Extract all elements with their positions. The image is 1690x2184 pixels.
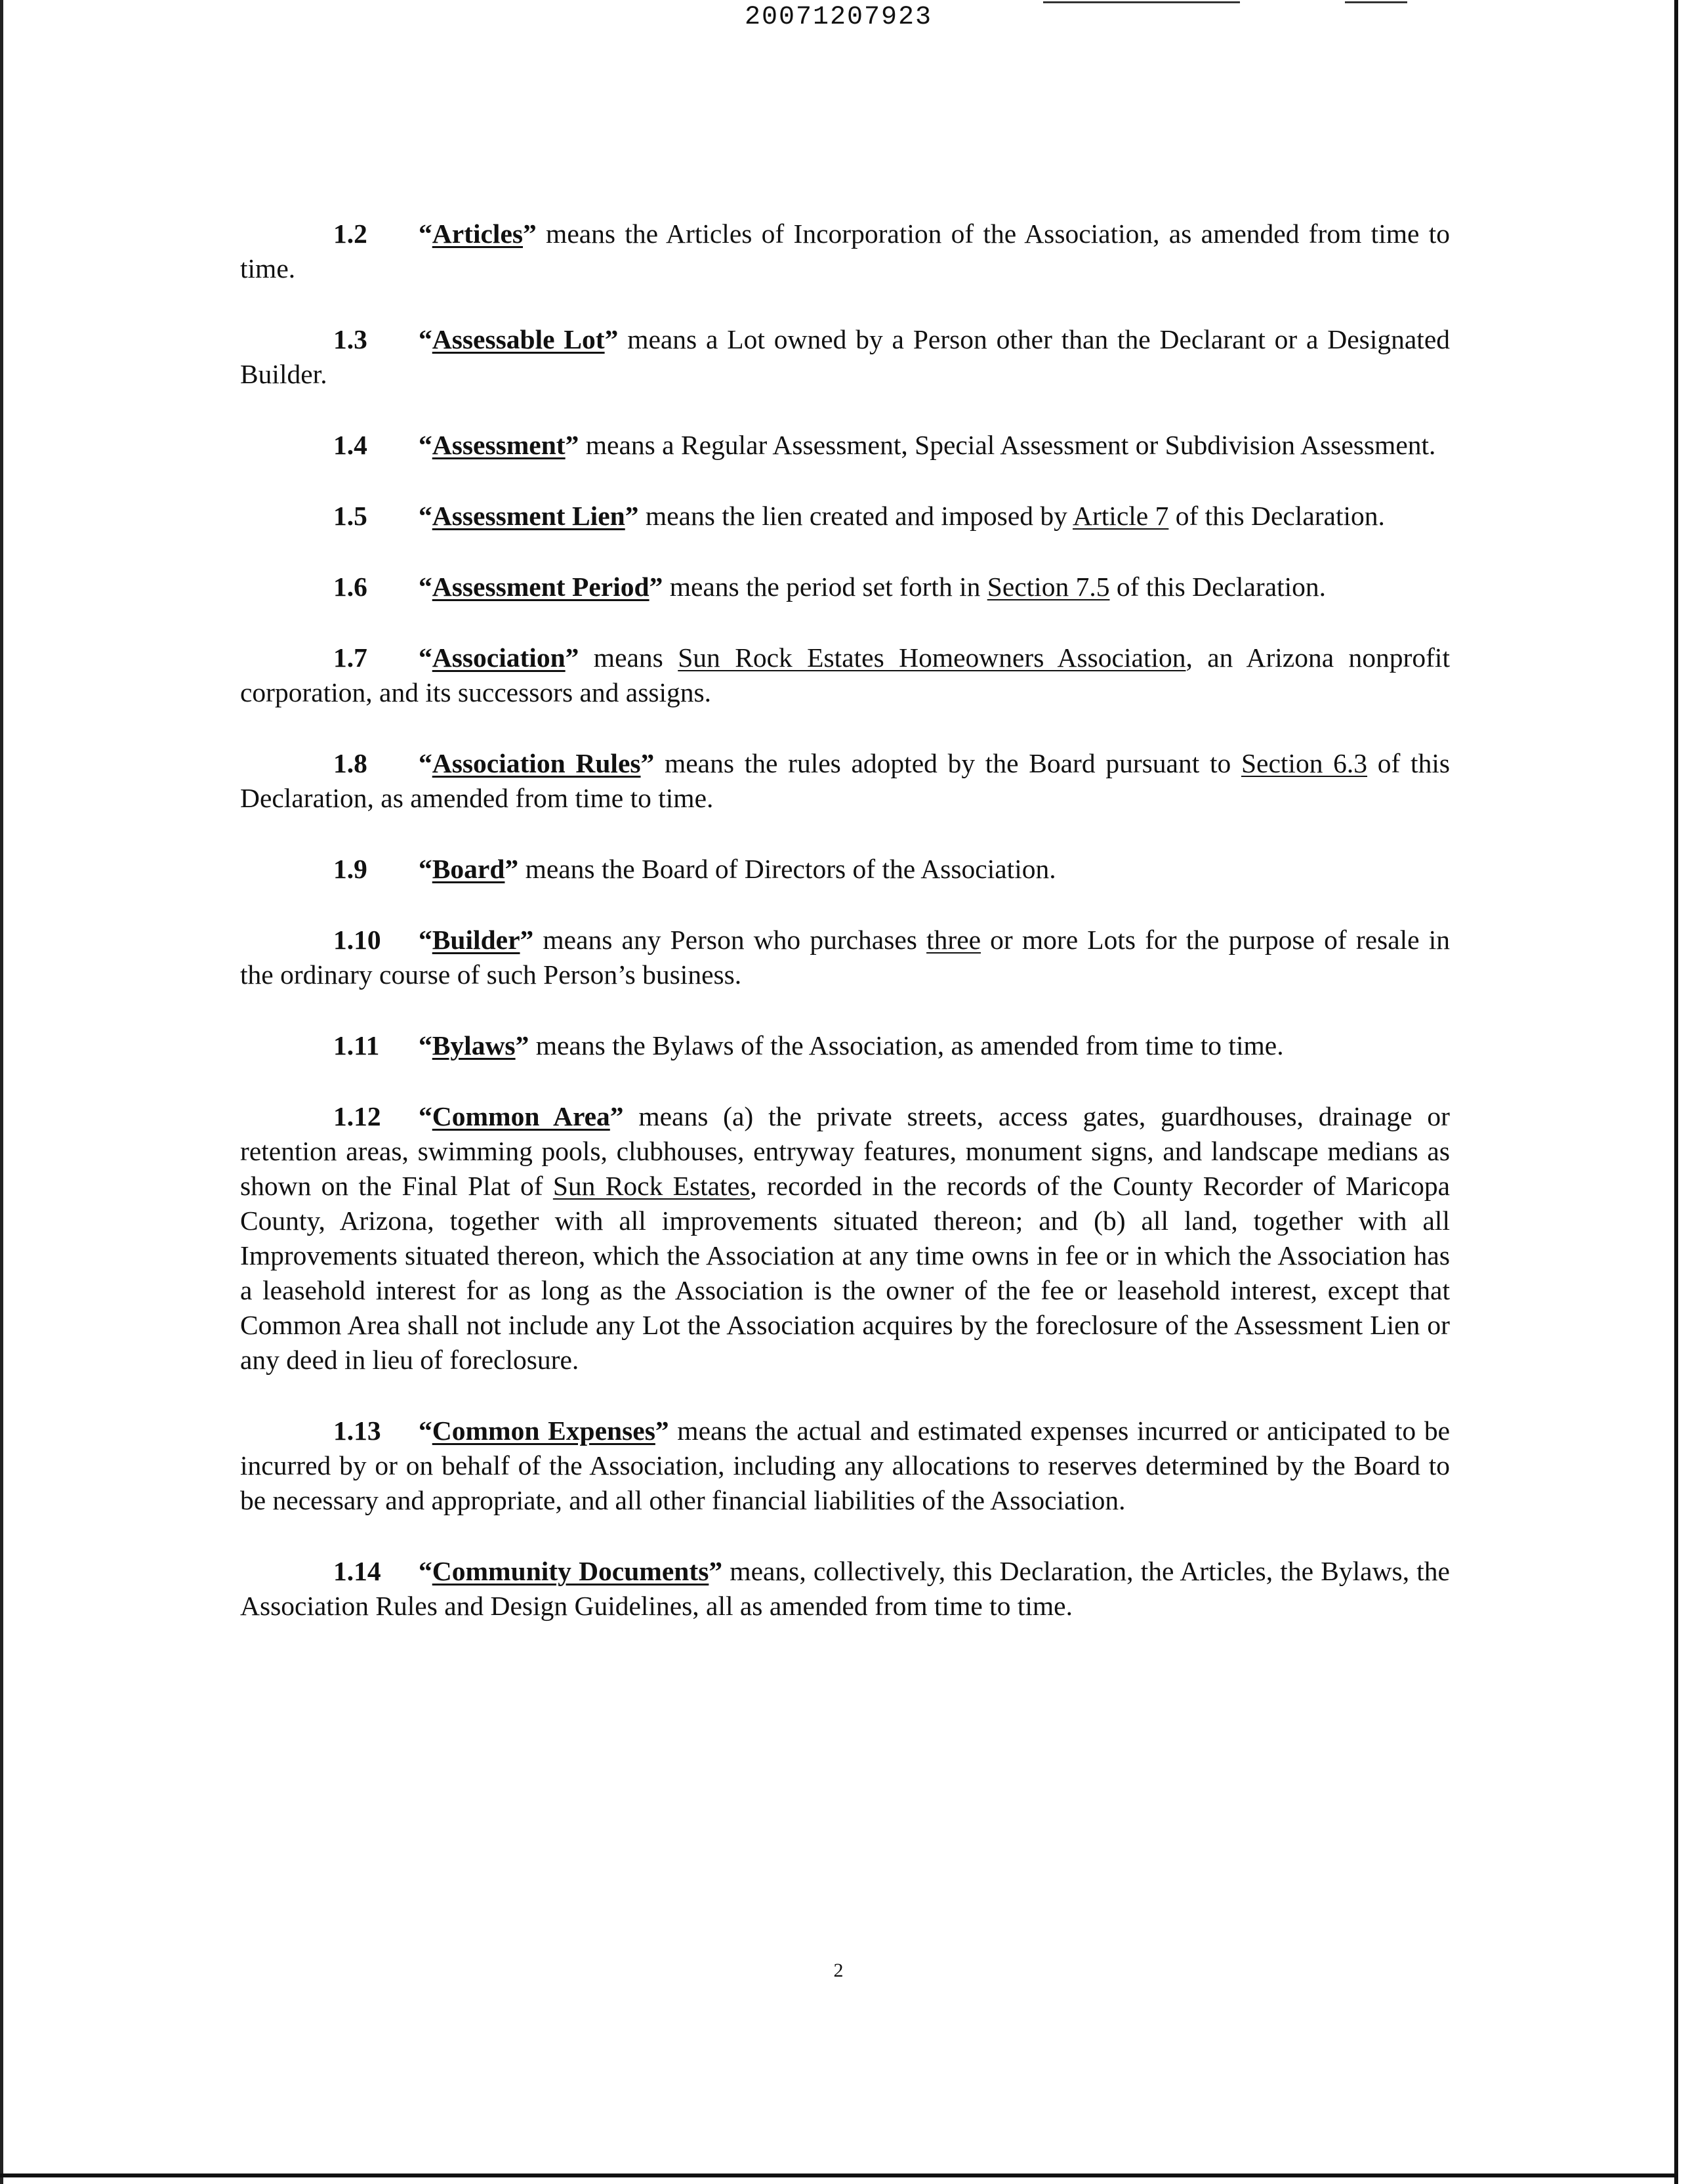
definition-text: means the rules adopted by the Board pursuant to	[654, 748, 1241, 778]
definition-text: means the lien created and imposed by	[638, 501, 1073, 531]
defined-term: “Builder”	[419, 925, 534, 955]
definition-text: means the Articles of Incorporation of the Association, as amended from time to time.	[240, 219, 1450, 284]
definition-text: means (a) the private streets, access gates, guardhouses, drainage or retention areas, swimming pools, clubhouses, entryway features, monument signs, and landscape medians as shown on the Final Plat of	[240, 1101, 1450, 1201]
section-number: 1.5	[333, 501, 367, 531]
defined-term: “Articles”	[419, 219, 537, 249]
definition-text: of this Declaration.	[1168, 501, 1385, 531]
definition-1-14	[240, 1554, 1450, 1624]
section-number: 1.10	[333, 925, 381, 955]
definition-text: means the actual and estimated expenses incurred or anticipated to be incurred by or on behalf of the Association, including any allocations to reserves determined by the Board to be necessary and appropriate, and all other financial liabilities of the Association.	[240, 1416, 1451, 1515]
defined-term: “Board”	[419, 854, 519, 884]
section-number: 1.14	[333, 1556, 381, 1586]
section-number: 1.6	[333, 572, 367, 602]
cross-reference-link: Article 7	[1072, 501, 1169, 531]
section-number: 1.9	[333, 854, 367, 884]
emphasized-number: three	[926, 925, 981, 955]
defined-term: “Common Area”	[419, 1101, 624, 1131]
section-number: 1.11	[333, 1030, 380, 1060]
definition-text: means a Regular Assessment, Special Assessment or Subdivision Assessment.	[579, 430, 1436, 460]
section-number: 1.2	[333, 219, 367, 249]
section-number: 1.7	[333, 642, 367, 673]
definition-text: , an Arizona nonprofit corporation, and its successors and assigns.	[240, 642, 1450, 707]
section-number: 1.13	[333, 1416, 381, 1446]
definition-text: means any Person who purchases	[533, 925, 927, 955]
recording-number: 20071207923	[744, 3, 933, 32]
definition-text: or more Lots for the purpose of resale in the ordinary course of such Person’s business.	[240, 925, 1450, 990]
definition-text: means a Lot owned by a Person other than the Declarant or a Designated Builder.	[240, 324, 1450, 389]
section-number: 1.4	[333, 430, 367, 460]
defined-term: “Common Expenses”	[419, 1416, 669, 1446]
definition-1-2	[240, 217, 1450, 286]
page-number: 2	[833, 1960, 844, 1981]
definition-1-12	[240, 1099, 1450, 1377]
definition-1-8	[240, 746, 1450, 816]
definition-text: means the Bylaws of the Association, as amended from time to time.	[529, 1030, 1284, 1060]
definition-1-11	[240, 1028, 1450, 1063]
defined-term: “Bylaws”	[419, 1030, 529, 1060]
defined-term: “Association”	[419, 642, 579, 673]
definition-text: means the Board of Directors of the Association.	[518, 854, 1056, 884]
scan-edge-bottom	[0, 2174, 1678, 2177]
association-name: Sun Rock Estates Homeowners Association	[678, 642, 1186, 673]
definition-1-3	[240, 322, 1450, 392]
defined-term: “Community Documents”	[419, 1556, 723, 1586]
definition-text: of this Declaration.	[1109, 572, 1327, 602]
definition-1-13	[240, 1414, 1450, 1518]
defined-term: “Assessment Lien”	[419, 501, 639, 531]
definition-text: of this Declaration, as amended from time to time.	[240, 748, 1451, 813]
section-number: 1.12	[333, 1101, 381, 1131]
scan-edge-right	[1674, 0, 1678, 2184]
definition-1-6	[240, 570, 1450, 604]
cross-reference-link: Section 7.5	[987, 572, 1110, 602]
definitions-section	[240, 217, 1450, 1660]
defined-term: “Assessment”	[419, 430, 579, 460]
definition-1-7	[240, 640, 1450, 710]
defined-term: “Association Rules”	[419, 748, 655, 778]
section-number: 1.8	[333, 748, 367, 778]
definition-1-4	[240, 428, 1450, 463]
defined-term: “Assessable Lot”	[419, 324, 619, 354]
definition-1-10	[240, 923, 1450, 992]
cross-reference-link: Section 6.3	[1241, 748, 1368, 778]
definition-text: means, collectively, this Declaration, the Articles, the Bylaws, the Association Rules and Design Guidelines, all as amended from time to time.	[240, 1556, 1450, 1621]
definition-text: means the period set forth in	[663, 572, 987, 602]
plat-name: Sun Rock Estates	[552, 1171, 751, 1201]
definition-1-9	[240, 852, 1450, 887]
scan-edge-left	[0, 0, 3, 2184]
definition-1-5	[240, 499, 1450, 534]
definition-text: means	[579, 642, 678, 673]
definition-text: , recorded in the records of the County Recorder of Maricopa County, Arizona, together with all improvements situated thereon; and (b) all land, together with all Improvements situated thereon, which the Association at any time owns in fee or in which the Association has a leasehold interest for as long as the Association is the owner of the fee or leasehold interest, except that Common Area shall not include any Lot the Association acquires by the foreclosure of the Assessment Lien or any deed in lieu of foreclosure.	[240, 1171, 1450, 1375]
defined-term: “Assessment Period”	[419, 572, 663, 602]
section-number: 1.3	[333, 324, 367, 354]
